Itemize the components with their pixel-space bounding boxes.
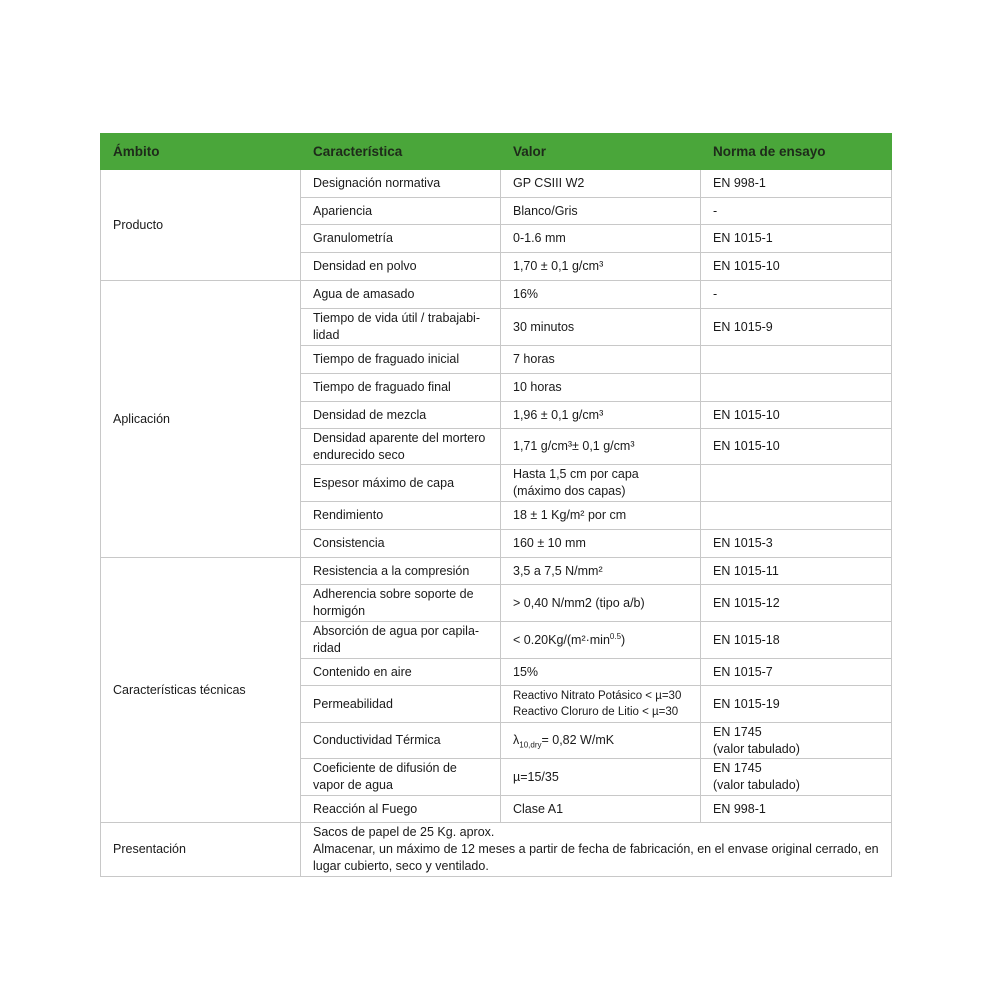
- cell-valor: 0-1.6 mm: [501, 225, 701, 253]
- cell-caracteristica: Densidad en polvo: [301, 253, 501, 281]
- cell-caracteristica: Reacción al Fuego: [301, 796, 501, 823]
- cell-valor: 10 horas: [501, 374, 701, 402]
- cell-caracteristica: Tiempo de fraguado inicial: [301, 346, 501, 374]
- cell-caracteristica: Contenido en aire: [301, 659, 501, 686]
- cell-caracteristica: Resistencia a la compresión: [301, 558, 501, 585]
- valor-text-end: ): [621, 632, 626, 647]
- cell-caracteristica: Adherencia sobre soporte de hormigón: [301, 585, 501, 622]
- group-aplicacion: Aplicación: [101, 281, 301, 558]
- cell-valor: 1,70 ± 0,1 g/cm³: [501, 253, 701, 281]
- cell-valor: 3,5 a 7,5 N/mm²: [501, 558, 701, 585]
- cell-caracteristica: Espesor máximo de capa: [301, 465, 501, 502]
- cell-norma: EN 1015-10: [701, 429, 892, 465]
- cell-caracteristica: Densidad de mezcla: [301, 402, 501, 429]
- cell-norma: EN 1015-18: [701, 622, 892, 659]
- cell-norma: EN 1015-10: [701, 402, 892, 429]
- cell-caracteristica: Coeficiente de difusión de vapor de agua: [301, 759, 501, 796]
- cell-norma: -: [701, 281, 892, 309]
- cell-valor: Blanco/Gris: [501, 198, 701, 225]
- presentacion-line-2: Almacenar, un máximo de 12 meses a partir de fecha de fabricación, en el envase original cerrado, en lugar cubierto, seco y ventilado.: [313, 842, 879, 873]
- group-tecnicas: Características técnicas: [101, 558, 301, 823]
- header-valor: Valor: [501, 134, 701, 170]
- cell-valor: 15%: [501, 659, 701, 686]
- cell-valor: Hasta 1,5 cm por capa (máximo dos capas): [501, 465, 701, 502]
- table-row: [101, 823, 892, 877]
- cell-caracteristica: Consistencia: [301, 530, 501, 558]
- valor-text: < 0.20Kg/(m²·min: [513, 632, 610, 647]
- cell-valor: [501, 723, 701, 759]
- group-producto: Producto: [101, 170, 301, 281]
- presentacion-line-1: Sacos de papel de 25 Kg. aprox.: [313, 825, 495, 839]
- cell-norma: EN 998-1: [701, 796, 892, 823]
- cell-caracteristica: Granulometría: [301, 225, 501, 253]
- cell-norma: EN 1015-1: [701, 225, 892, 253]
- norma-line-2: (valor tabulado): [713, 741, 800, 756]
- cell-valor: 1,71 g/cm³± 0,1 g/cm³: [501, 429, 701, 465]
- cell-caracteristica: Densidad aparente del mortero endurecido seco: [301, 429, 501, 465]
- cell-norma: [701, 759, 892, 796]
- cell-caracteristica: Apariencia: [301, 198, 501, 225]
- header-caracteristica: Característica: [301, 134, 501, 170]
- cell-norma: EN 1015-3: [701, 530, 892, 558]
- valor-exponent: 0.5: [609, 631, 622, 641]
- valor-line-1: Reactivo Nitrato Potásico < µ=30: [513, 690, 682, 702]
- valor-subscript: 10,dry: [519, 740, 542, 750]
- cell-norma: [701, 502, 892, 530]
- cell-valor: 30 minutos: [501, 309, 701, 346]
- cell-norma: [701, 465, 892, 502]
- table-row: [101, 281, 892, 309]
- cell-norma: [701, 374, 892, 402]
- table-row: [101, 558, 892, 585]
- cell-valor: 1,96 ± 0,1 g/cm³: [501, 402, 701, 429]
- cell-norma: [701, 723, 892, 759]
- cell-norma: EN 1015-7: [701, 659, 892, 686]
- cell-caracteristica: Conductividad Térmica: [301, 723, 501, 759]
- cell-valor: [501, 686, 701, 723]
- valor-line-2: Reactivo Cloruro de Litio < µ=30: [513, 706, 679, 718]
- cell-caracteristica: Tiempo de fraguado final: [301, 374, 501, 402]
- cell-valor: > 0,40 N/mm2 (tipo a/b): [501, 585, 701, 622]
- cell-norma: EN 1015-10: [701, 253, 892, 281]
- norma-line-1: EN 1745: [713, 761, 762, 775]
- cell-valor: 7 horas: [501, 346, 701, 374]
- cell-caracteristica: Absorción de agua por capila-ridad: [301, 622, 501, 659]
- cell-norma: EN 1015-12: [701, 585, 892, 622]
- cell-valor: 16%: [501, 281, 701, 309]
- cell-norma: [701, 346, 892, 374]
- cell-caracteristica: Tiempo de vida útil / trabajabi-lidad: [301, 309, 501, 346]
- cell-caracteristica: Agua de amasado: [301, 281, 501, 309]
- valor-lambda: λ: [513, 733, 520, 747]
- header-norma: Norma de ensayo: [701, 134, 892, 170]
- cell-caracteristica: Permeabilidad: [301, 686, 501, 723]
- header-row: [101, 134, 892, 170]
- cell-norma: EN 1015-19: [701, 686, 892, 723]
- cell-valor: µ=15/35: [501, 759, 701, 796]
- cell-valor: [501, 622, 701, 659]
- header-ambito: Ámbito: [101, 134, 301, 170]
- cell-valor: GP CSIII W2: [501, 170, 701, 198]
- norma-line-1: EN 1745: [713, 724, 762, 739]
- cell-presentacion-text: [301, 823, 892, 877]
- cell-norma: EN 1015-11: [701, 558, 892, 585]
- cell-valor: Clase A1: [501, 796, 701, 823]
- group-presentacion: Presentación: [101, 823, 301, 877]
- cell-norma: EN 998-1: [701, 170, 892, 198]
- cell-caracteristica: Rendimiento: [301, 502, 501, 530]
- spec-table: [100, 133, 892, 877]
- cell-norma: EN 1015-9: [701, 309, 892, 346]
- valor-text-end: = 0,82 W/mK: [541, 733, 615, 747]
- table-row: [101, 170, 892, 198]
- norma-line-2: (valor tabulado): [713, 778, 800, 792]
- cell-valor: 160 ± 10 mm: [501, 530, 701, 558]
- cell-valor: 18 ± 1 Kg/m² por cm: [501, 502, 701, 530]
- cell-norma: -: [701, 198, 892, 225]
- cell-caracteristica: Designación normativa: [301, 170, 501, 198]
